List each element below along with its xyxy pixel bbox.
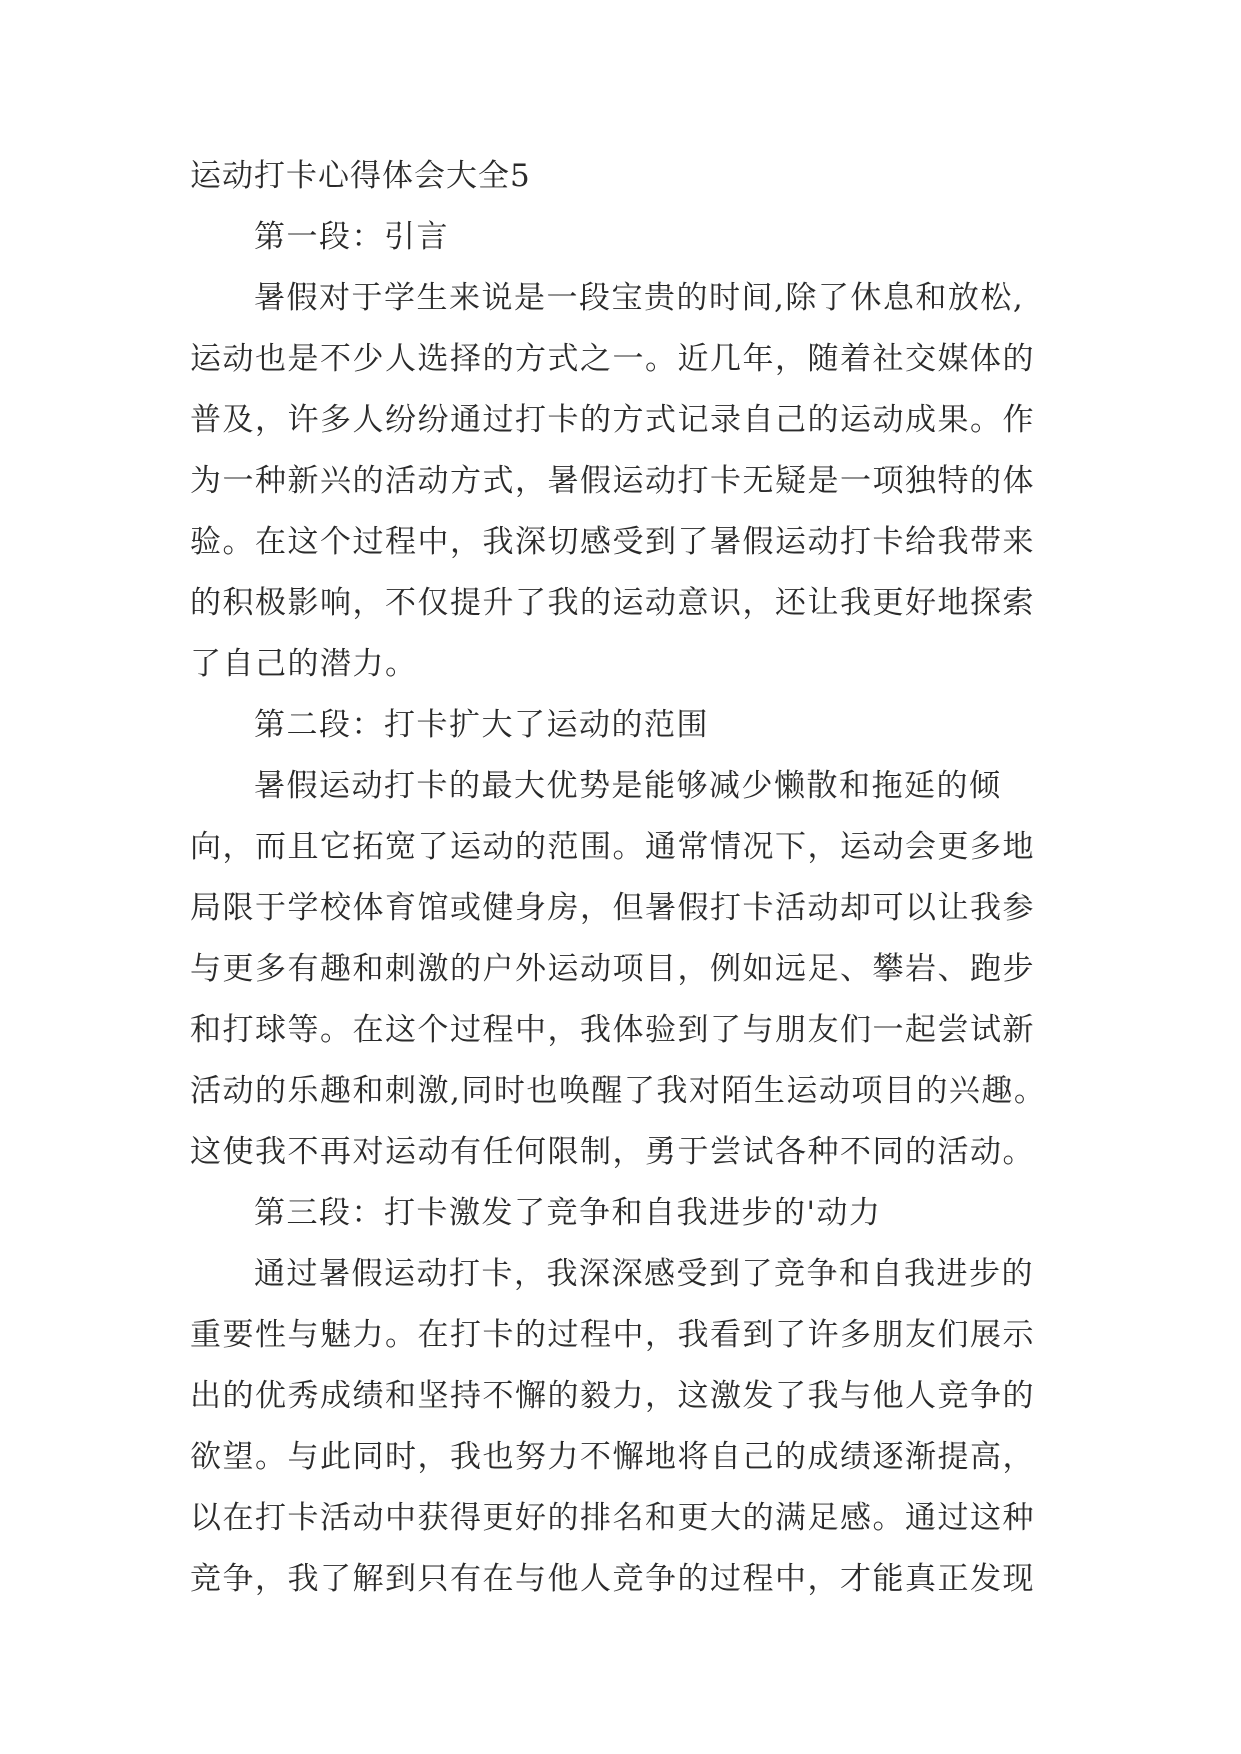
paragraph-line: 的积极影响，不仅提升了我的运动意识，还让我更好地探索 (190, 585, 1035, 621)
section-heading-1: 第一段：引言 (254, 219, 449, 255)
paragraph-line: 向，而且它拓宽了运动的范围。通常情况下，运动会更多地 (190, 829, 1035, 865)
paragraph-line: 局限于学校体育馆或健身房，但暑假打卡活动却可以让我参 (190, 890, 1035, 926)
section-heading-3: 第三段：打卡激发了竞争和自我进步的'动力 (254, 1195, 882, 1231)
paragraph-line: 重要性与魅力。在打卡的过程中，我看到了许多朋友们展示 (190, 1317, 1035, 1353)
paragraph-line: 运动也是不少人选择的方式之一。近几年，随着社交媒体的 (190, 341, 1035, 377)
paragraph-line: 这使我不再对运动有任何限制，勇于尝试各种不同的活动。 (190, 1134, 1035, 1170)
paragraph-line: 以在打卡活动中获得更好的排名和更大的满足感。通过这种 (190, 1500, 1035, 1536)
paragraph-line: 出的优秀成绩和坚持不懈的毅力，这激发了我与他人竞争的 (190, 1378, 1035, 1414)
paragraph-line: 暑假对于学生来说是一段宝贵的时间,除了休息和放松, (254, 280, 1025, 316)
paragraph-line: 与更多有趣和刺激的户外运动项目，例如远足、攀岩、跑步 (190, 951, 1035, 987)
paragraph-line: 活动的乐趣和刺激,同时也唤醒了我对陌生运动项目的兴趣。 (190, 1073, 1047, 1109)
paragraph-line: 欲望。与此同时，我也努力不懈地将自己的成绩逐渐提高， (190, 1439, 1035, 1475)
paragraph-line: 了自己的潜力。 (190, 646, 418, 682)
document-title: 运动打卡心得体会大全5 (190, 158, 531, 194)
paragraph-line: 通过暑假运动打卡，我深深感受到了竞争和自我进步的 (254, 1256, 1034, 1292)
paragraph-line: 和打球等。在这个过程中，我体验到了与朋友们一起尝试新 (190, 1012, 1035, 1048)
paragraph-line: 为一种新兴的活动方式，暑假运动打卡无疑是一项独特的体 (190, 463, 1035, 499)
paragraph-line: 竞争，我了解到只有在与他人竞争的过程中，才能真正发现 (190, 1561, 1035, 1597)
paragraph-line: 暑假运动打卡的最大优势是能够减少懒散和拖延的倾 (254, 768, 1002, 804)
paragraph-line: 普及，许多人纷纷通过打卡的方式记录自己的运动成果。作 (190, 402, 1035, 438)
section-heading-2: 第二段：打卡扩大了运动的范围 (254, 707, 709, 743)
paragraph-line: 验。在这个过程中，我深切感受到了暑假运动打卡给我带来 (190, 524, 1035, 560)
